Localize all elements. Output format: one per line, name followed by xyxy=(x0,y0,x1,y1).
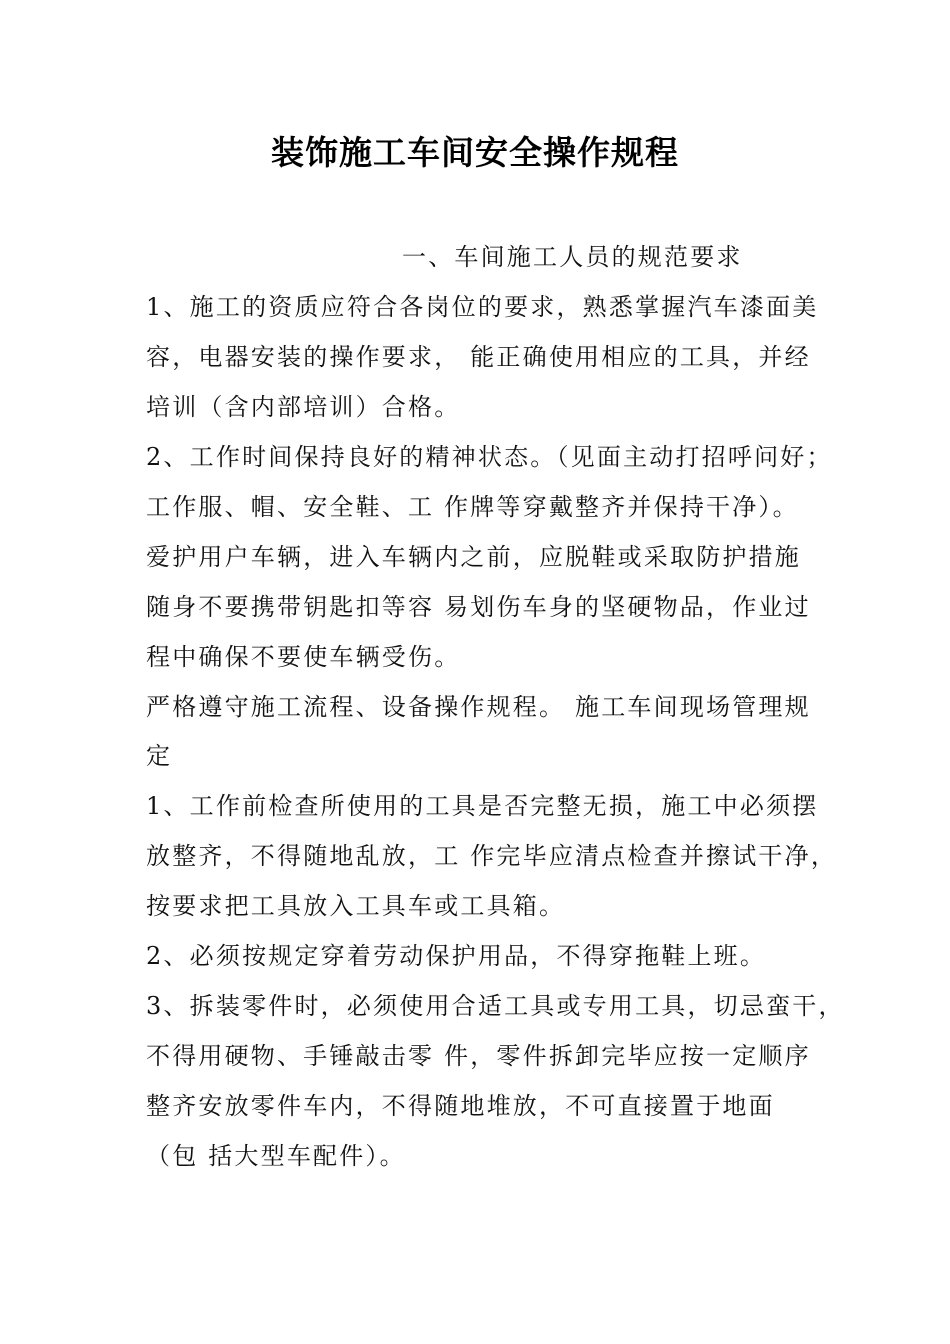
body-line: （包 括大型车配件）。 xyxy=(146,1142,406,1170)
body-line: 2、工作时间保持良好的精神状态。（见面主动打招呼问好； xyxy=(146,443,833,471)
body-line: 定 xyxy=(146,742,173,770)
body-line: 工作服、帽、安全鞋、工 作牌等穿戴整齐并保持干净）。 xyxy=(146,493,799,521)
body-line: 3、拆装零件时，必须使用合适工具或专用工具，切忌蛮干， xyxy=(146,992,845,1020)
body-line: 不得用硬物、手锤敲击零 件，零件拆卸完毕应按一定顺序 xyxy=(146,1042,811,1070)
body-line: 容，电器安装的操作要求， 能正确使用相应的工具，并经 xyxy=(146,343,811,371)
document-title: 装饰施工车间安全操作规程 xyxy=(271,133,679,172)
body-line: 随身不要携带钥匙扣等容 易划伤车身的坚硬物品，作业过 xyxy=(146,593,811,621)
body-line: 整齐安放零件车内，不得随地堆放，不可直接置于地面 xyxy=(146,1092,775,1120)
body-line: 爱护用户车辆，进入车辆内之前，应脱鞋或采取防护措施 xyxy=(146,543,801,571)
body-line: 2、必须按规定穿着劳动保护用品，不得穿拖鞋上班。 xyxy=(146,942,767,970)
body-line: 按要求把工具放入工具车或工具箱。 xyxy=(146,892,566,920)
body-line: 1、工作前检查所使用的工具是否完整无损，施工中必须摆 xyxy=(146,792,819,820)
body-line: 严格遵守施工流程、设备操作规程。 施工车间现场管理规 xyxy=(146,693,811,721)
section-heading: 一、车间施工人员的规范要求 xyxy=(402,243,743,271)
body-line: 放整齐，不得随地乱放，工 作完毕应清点检查并擦试干净， xyxy=(146,842,838,870)
body-line: 程中确保不要使车辆受伤。 xyxy=(146,643,461,671)
body-line: 1、施工的资质应符合各岗位的要求，熟悉掌握汽车漆面美 xyxy=(146,293,819,321)
body-line: 培训（含内部培训）合格。 xyxy=(146,393,461,421)
